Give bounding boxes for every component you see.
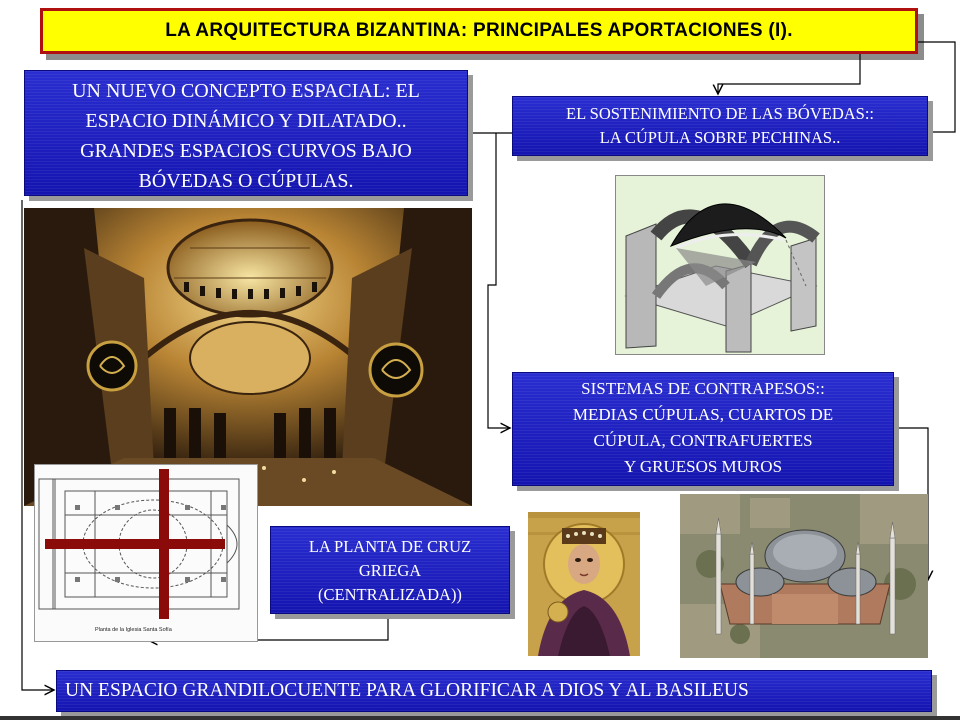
box-bottom-text: UN ESPACIO GRANDILOCUENTE PARA GLORIFICAR A DIOS Y AL BASILEUS xyxy=(65,680,749,701)
connector-space-counter xyxy=(488,133,510,428)
box-line: BÓVEDAS O CÚPULAS. xyxy=(138,170,354,192)
interior-photo xyxy=(24,208,472,506)
box-spatial-concept xyxy=(24,70,468,196)
cross-horizontal xyxy=(45,539,225,549)
box-line: LA PLANTA DE CRUZ xyxy=(308,537,472,556)
plan-caption: Planta de la Iglesia Santa Sofía xyxy=(95,627,172,633)
floor-plan xyxy=(34,464,258,642)
bottom-edge-bar xyxy=(0,716,960,720)
box-line: LA CÚPULA SOBRE PECHINAS.. xyxy=(599,128,841,147)
page-title: LA ARQUITECTURA BIZANTINA: PRINCIPALES APORTACIONES (I). xyxy=(165,20,793,41)
box-line: GRIEGA xyxy=(358,561,422,580)
box-vault-support xyxy=(512,96,928,156)
box-grandiloquent-space xyxy=(56,670,932,712)
box-line: MEDIAS CÚPULAS, CUARTOS DE xyxy=(572,405,834,424)
box-line: (CENTRALIZADA)) xyxy=(318,585,462,604)
box-line: GRANDES ESPACIOS CURVOS BAJO xyxy=(80,140,412,162)
connector-title-support xyxy=(718,54,860,94)
justinian-mosaic xyxy=(528,512,640,656)
box-line: EL SOSTENIMIENTO DE LAS BÓVEDAS:: xyxy=(566,104,874,123)
box-line: Y GRUESOS MUROS xyxy=(623,457,783,476)
box-counterweights xyxy=(512,372,894,486)
box-greek-cross xyxy=(270,526,510,614)
box-line: ESPACIO DINÁMICO Y DILATADO.. xyxy=(85,110,407,132)
box-line: UN NUEVO CONCEPTO ESPACIAL: EL xyxy=(72,80,420,102)
box-line: CÚPULA, CONTRAFUERTES xyxy=(593,431,813,450)
pendentive-diagram xyxy=(615,175,825,355)
box-line: SISTEMAS DE CONTRAPESOS:: xyxy=(581,379,825,398)
aerial-photo xyxy=(680,494,928,658)
